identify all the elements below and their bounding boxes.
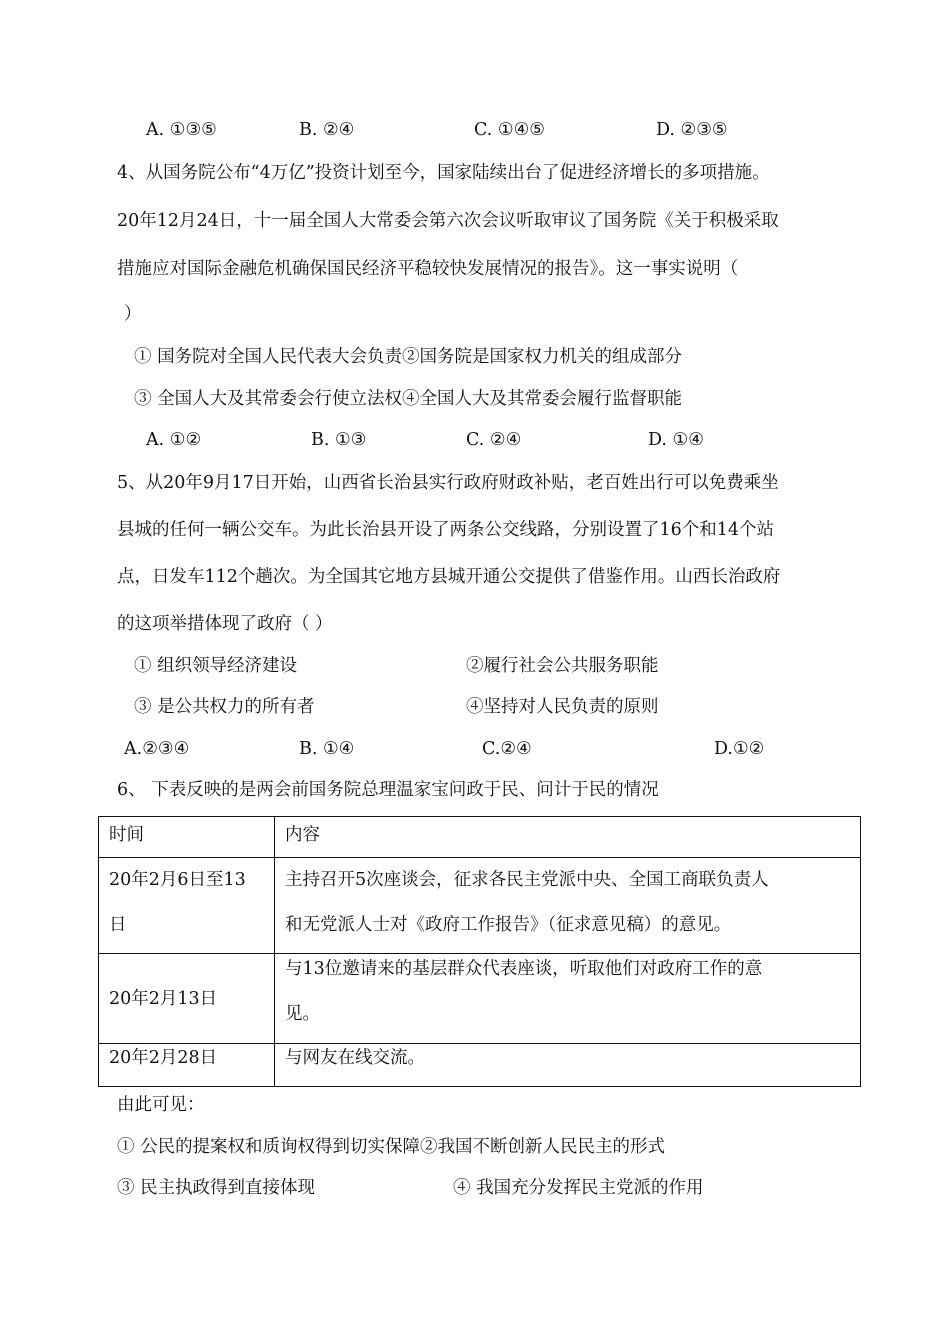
table-row: [99, 1044, 861, 1087]
q5-statement-2: ②履行社会公共服务职能: [466, 656, 659, 676]
q4-statement: ③ 全国人大及其常委会行使立法权④全国人大及其常委会履行监督职能: [134, 389, 683, 409]
table-cell-time: 20年2月13日: [99, 954, 275, 1044]
q5-statement-3: ③ 是公共权力的所有者: [134, 697, 315, 717]
cell-line: 和无党派人士对《政府工作报告》（征求意见稿）的意见。: [285, 915, 732, 935]
q4-stem-line: ）: [124, 304, 142, 324]
q5-stem-line: 的这项举措体现了政府（ ）: [117, 614, 333, 634]
table-row: [99, 858, 861, 954]
q6-conclusion: 由此可见：: [117, 1095, 205, 1115]
q4-stem-line: 措施应对国际金融危机确保国民经济平稳较快发展情况的报告》。这一事实说明（: [117, 259, 739, 279]
q5-stem-line: 5、从20年9月17日开始，山西省长治县实行政府财政补贴，老百姓出行可以免费乘坐: [117, 473, 779, 493]
q4-option-a: A. ①②: [146, 430, 202, 450]
q4-option-b: B. ①③: [311, 430, 367, 450]
q4-statement: ① 国务院对全国人民代表大会负责②国务院是国家权力机关的组成部分: [134, 347, 683, 367]
q5-option-a: A.②③④: [124, 739, 190, 759]
table-cell-content: [275, 954, 861, 1044]
table-row: [99, 954, 861, 1044]
q4-stem-line: 20年12月24日，十一届全国人大常委会第六次会议听取审议了国务院《关于积极采取: [117, 211, 779, 231]
table-cell-content: 与网友在线交流。: [275, 1044, 861, 1087]
q5-statement-1: ① 组织领导经济建设: [134, 656, 298, 676]
table-header-time: 时间: [99, 817, 275, 858]
q5-option-d: D.①②: [714, 739, 765, 759]
q6-intro: 6、 下表反映的是两会前国务院总理温家宝问政于民、问计于民的情况: [117, 780, 659, 800]
q4-option-d: D. ①④: [648, 430, 704, 450]
q6-statement-3: ③ 民主执政得到直接体现: [117, 1178, 316, 1198]
cell-line: 见。: [285, 1004, 320, 1024]
table-cell-time: [99, 858, 275, 954]
table-cell-content: [275, 858, 861, 954]
cell-line: 日: [109, 915, 127, 935]
q3-option-a: A. ①③⑤: [146, 120, 217, 140]
q6-statement-line: ① 公民的提案权和质询权得到切实保障②我国不断创新人民民主的形式: [117, 1137, 666, 1157]
cell-line: 与13位邀请来的基层群众代表座谈，听取他们对政府工作的意: [285, 959, 763, 979]
cell-line: 20年2月6日至13: [109, 870, 246, 890]
table-cell-time: 20年2月28日: [99, 1044, 275, 1087]
table-header-content: 内容: [275, 817, 861, 858]
q5-option-b: B. ①④: [299, 739, 355, 759]
q6-table: [98, 816, 861, 1087]
q4-option-c: C. ②④: [466, 430, 522, 450]
q5-stem-line: 点，日发车112个趟次。为全国其它地方县城开通公交提供了借鉴作用。山西长治政府: [117, 567, 781, 587]
q5-statement-4: ④坚持对人民负责的原则: [466, 697, 659, 717]
q5-option-c: C.②④: [482, 739, 532, 759]
q4-stem-line: 4、从国务院公布“4万亿”投资计划至今，国家陆续出台了促进经济增长的多项措施。: [117, 163, 770, 183]
table-header-row: [99, 817, 861, 858]
q3-option-d: D. ②③⑤: [656, 120, 728, 140]
q3-option-c: C. ①④⑤: [474, 120, 545, 140]
q3-option-b: B. ②④: [299, 120, 355, 140]
q6-statement-4: ④ 我国充分发挥民主党派的作用: [453, 1178, 704, 1198]
cell-line: 主持召开5次座谈会，征求各民主党派中央、全国工商联负责人: [285, 870, 769, 890]
q5-stem-line: 县城的任何一辆公交车。为此长治县开设了两条公交线路，分别设置了16个和14个站: [117, 520, 775, 540]
